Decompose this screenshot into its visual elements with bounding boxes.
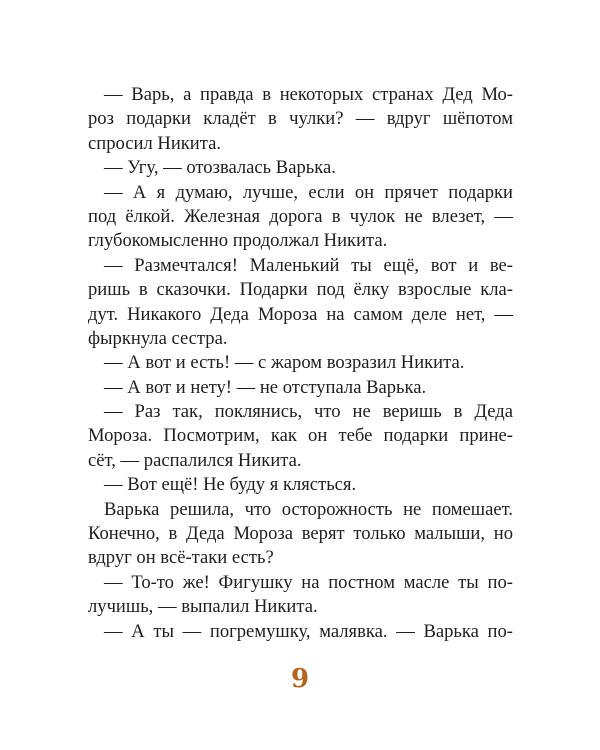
text-line: — Угу, — отозвалась Варька. [104,157,336,179]
text-line: — Варь, а правда в некоторых странах Дед Мо- [104,84,513,105]
text-line: сёт, — распалился Никита. [88,449,302,471]
text-line: ришь в сказочки. Подарки под ёлку взрослые кла- [88,279,513,301]
text-line: глубокомысленно продолжал Никита. [88,230,388,252]
text-line: дут. Никакого Деда Мороза на самом деле нет, — [88,303,513,325]
text-line: Варька решила, что осторожность не помешает. [104,498,513,520]
text-line: спросил Никита. [88,132,222,154]
text-line: — А вот и есть! — с жаром возразил Никита. [104,352,465,374]
text-line: фыркнула сестра. [88,327,228,349]
text-line: лучишь, — выпалил Никита. [88,596,318,618]
text-line: — Раз так, поклянись, что не веришь в Деда [104,401,513,423]
text-line: вдруг он всё-таки есть? [88,547,274,569]
text-line: — А вот и нету! — не отступала Варька. [104,376,427,398]
page-text [88,83,513,644]
text-line: — То-то же! Фигушку на постном масле ты по- [104,571,513,593]
text-line: — Вот ещё! Не буду я клясться. [104,474,357,496]
text-line: — А ты — погремушку, малявка. — Варька по- [104,620,513,642]
page-number: 9 [290,664,310,694]
text-line: — А я думаю, лучше, если он прячет подарки [104,181,513,203]
text-line: Мороза. Посмотрим, как он тебе подарки прине- [88,425,513,447]
text-line: под ёлкой. Железная дорога в чулок не влезет, — [88,205,513,227]
text-line: роз подарки кладёт в чулки? — вдруг шёпотом [88,108,513,130]
text-line: Конечно, в Деда Мороза верят только малыши, но [88,523,513,545]
text-line: — Размечтался! Маленький ты ещё, вот и ве- [104,254,513,276]
